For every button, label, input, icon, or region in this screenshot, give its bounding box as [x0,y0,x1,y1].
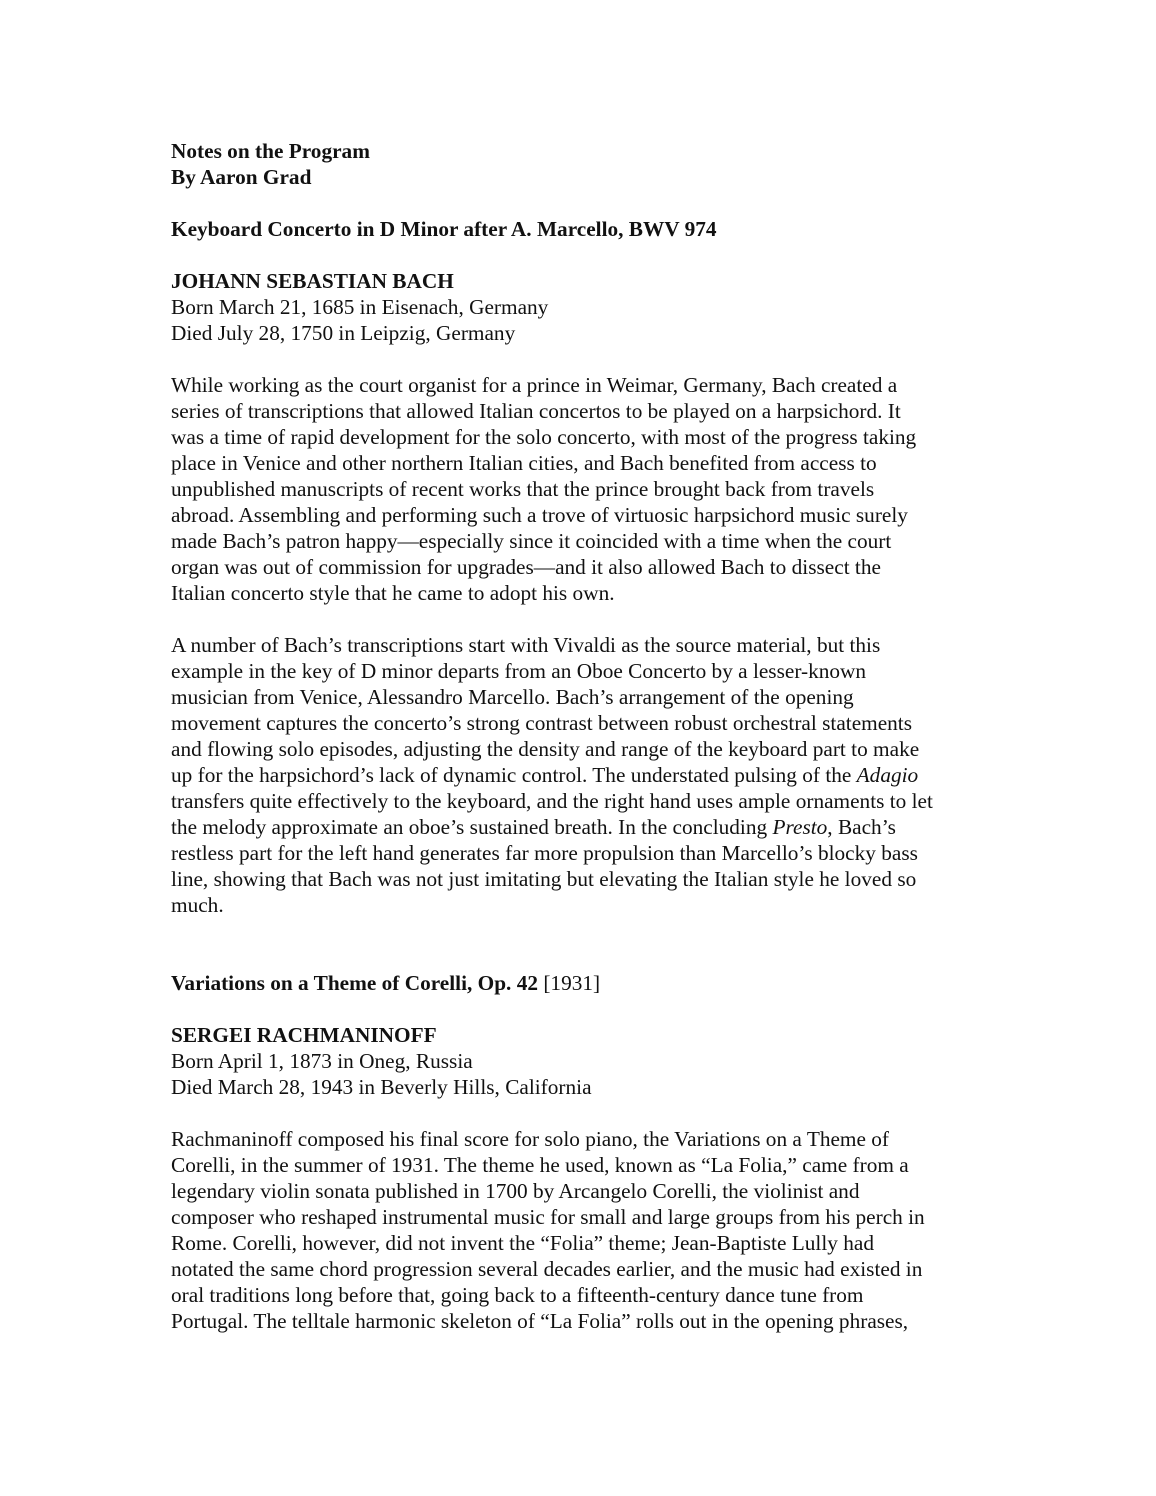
spacer [171,996,1001,1022]
text-line: and flowing solo episodes, adjusting the density and range of the keyboard part to make [171,737,920,761]
text-line: place in Venice and other northern Italian cities, and Bach benefited from access to [171,451,877,475]
text-line: Portugal. The telltale harmonic skeleton of “La Folia” rolls out in the opening phrases, [171,1309,909,1333]
text-line: composer who reshaped instrumental music for small and large groups from his perch in [171,1205,925,1229]
author-line: By Aaron Grad [171,165,312,189]
text-line: movement captures the concerto’s strong contrast between robust orchestral statements [171,711,913,735]
piece2-year: [1931] [538,971,601,995]
text-line: unpublished manuscripts of recent works that the prince brought back from travels [171,477,875,501]
spacer [171,1100,1001,1126]
text-line-with-italic [171,814,1001,840]
text-line: oral traditions long before that, going back to a fifteenth-century dance tune from [171,1283,864,1307]
tempo-marking-presto: Presto [772,815,828,839]
piece2-title: Variations on a Theme of Corelli, Op. 42 [171,971,538,995]
text-line: musician from Venice, Alessandro Marcello. Bach’s arrangement of the opening [171,685,854,709]
piece1-paragraph-2 [171,632,1001,918]
spacer [171,346,1001,372]
text-line-with-italic [171,762,1001,788]
piece1-paragraph-1 [171,372,1001,606]
spacer [171,190,1001,216]
text-line: was a time of rapid development for the solo concerto, with most of the progress taking [171,425,917,449]
spacer [171,242,1001,268]
program-notes-page [171,138,1001,1334]
text-segment: up for the harpsichord’s lack of dynamic control. The understated pulsing of the [171,763,857,787]
text-line: abroad. Assembling and performing such a trove of virtuosic harpsichord music surely [171,503,908,527]
piece2-died: Died March 28, 1943 in Beverly Hills, California [171,1075,592,1099]
text-segment: , Bach’s [827,815,896,839]
text-line: made Bach’s patron happy—especially since it coincided with a time when the court [171,529,892,553]
piece1-title: Keyboard Concerto in D Minor after A. Marcello, BWV 974 [171,217,717,241]
text-line: transfers quite effectively to the keyboard, and the right hand uses ample ornaments to let [171,789,933,813]
text-line: Rome. Corelli, however, did not invent the “Folia” theme; Jean-Baptiste Lully had [171,1231,874,1255]
text-line: A number of Bach’s transcriptions start with Vivaldi as the source material, but this [171,633,881,657]
piece1-born: Born March 21, 1685 in Eisenach, Germany [171,295,549,319]
piece2-composer: SERGEI RACHMANINOFF [171,1023,437,1047]
piece2-paragraph-1 [171,1126,1001,1334]
spacer [171,918,1001,970]
document-title: Notes on the Program [171,139,370,163]
text-line: line, showing that Bach was not just imitating but elevating the Italian style he loved so [171,867,917,891]
text-line: series of transcriptions that allowed Italian concertos to be played on a harpsichord. It [171,399,901,423]
piece2-title-line [171,970,1001,996]
text-line: organ was out of commission for upgrades—and it also allowed Bach to dissect the [171,555,881,579]
text-line: restless part for the left hand generates far more propulsion than Marcello’s blocky bass [171,841,918,865]
piece1-died: Died July 28, 1750 in Leipzig, Germany [171,321,516,345]
piece1-composer: JOHANN SEBASTIAN BACH [171,269,454,293]
text-segment: the melody approximate an oboe’s sustained breath. In the concluding [171,815,773,839]
text-line: While working as the court organist for a prince in Weimar, Germany, Bach created a [171,373,898,397]
text-line: example in the key of D minor departs from an Oboe Concerto by a lesser-known [171,659,867,683]
text-line: much. [171,893,224,917]
text-line: Corelli, in the summer of 1931. The theme he used, known as “La Folia,” came from a [171,1153,909,1177]
piece2-born: Born April 1, 1873 in Oneg, Russia [171,1049,473,1073]
text-line: notated the same chord progression several decades earlier, and the music had existed in [171,1257,923,1281]
spacer [171,606,1001,632]
tempo-marking-adagio: Adagio [856,763,919,787]
text-line: Italian concerto style that he came to adopt his own. [171,581,615,605]
text-line: legendary violin sonata published in 1700 by Arcangelo Corelli, the violinist and [171,1179,860,1203]
text-line: Rachmaninoff composed his final score for solo piano, the Variations on a Theme of [171,1127,890,1151]
